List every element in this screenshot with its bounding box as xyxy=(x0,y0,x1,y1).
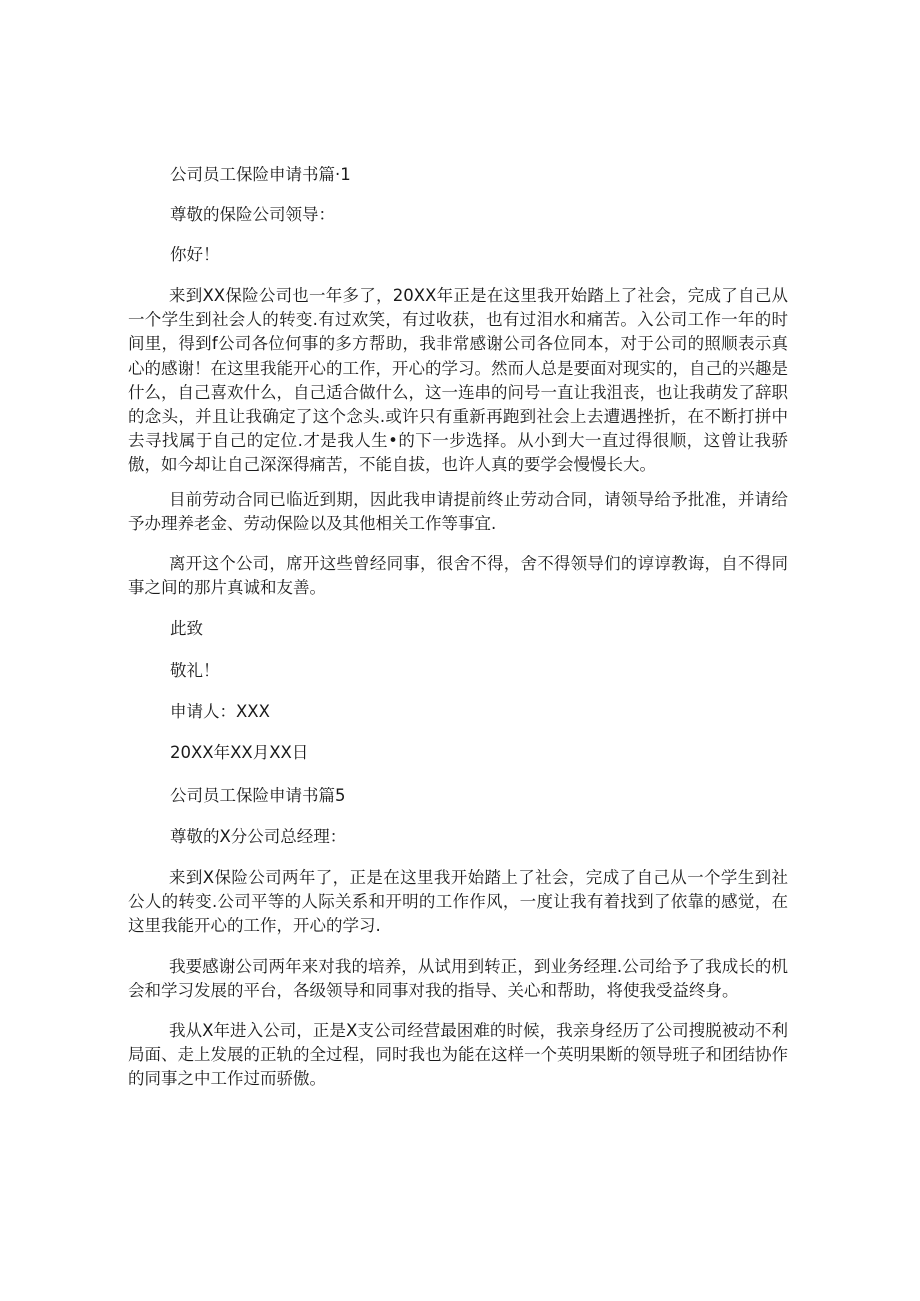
section1-date: 20XX年XX月XX日 xyxy=(170,743,309,762)
section1-title: 公司员工保险申请书篇·1 xyxy=(170,165,351,184)
section1-applicant: 申请人：XXX xyxy=(170,702,270,721)
section2-title: 公司员工保险申请书篇5 xyxy=(170,786,346,805)
section2-paragraph-2: 我要感谢公司两年来对我的培养，从试用到转正，到业务经理.公司给予了我成长的机会和学习发展的平台，各级领导和同事对我的指导、关心和帮助，将使我受益终身。 xyxy=(128,957,788,1001)
section1-closing-1: 此致 xyxy=(170,619,203,638)
section1-greeting: 你好！ xyxy=(170,245,220,264)
section1-paragraph-2: 目前劳动合同已临近到期，因此我申请提前终止劳动合同，请领导给予批准，并请给予办理养老金、劳动保险以及其他相关工作等事宜. xyxy=(128,490,788,534)
section2-paragraph-3: 我从X年进入公司，正是X支公司经营最困难的时候，我亲身经历了公司搜脱被动不利局面、走上发展的正轨的全过程，同时我也为能在这样一个英明果断的领导班子和团结协作的同事之中工作过而骄傲。 xyxy=(128,1021,788,1089)
section1-paragraph-3: 离开这个公司，席开这些曾经同事，很舍不得，舍不得领导们的谆谆教诲，自不得同事之间的那片真诚和友善。 xyxy=(128,554,788,598)
section1-paragraph-1: 来到XX保险公司也一年多了，20XX年正是在这里我开始踏上了社会，完成了自己从一个学生到社会人的转变.有过欢笑，有过收获，也有过泪水和痛苦。入公司工作一年的时间里，得到f公司各位何事的多方帮助，我非常感谢公司各位同本，对于公司的照顺表示真心的感谢！在这里我能开心的工作，开心的学习。然而人总是要面对现实的，自己的兴趣是什么，自己喜欢什么，自己适合做什么，这一连串的问号一直让我沮丧，也让我萌发了辞职的念头，并且让我确定了这个念头.或许只有重新再跑到社会上去遭遇挫折，在不断打拼中去寻找属于自己的定位.才是我人生•的下一步选择。从小到大一直过得很顺，这曾让我骄傲，如今却让自己深深得痛苦，不能自拔，也许人真的要学会慢慢长大。 xyxy=(128,286,788,475)
section2-salutation: 尊敬的X分公司总经理： xyxy=(170,827,347,846)
section1-closing-2: 敬礼！ xyxy=(170,661,220,680)
section1-salutation: 尊敬的保险公司领导： xyxy=(170,205,335,224)
section2-paragraph-1: 来到X保险公司两年了，正是在这里我开始踏上了社会，完成了自己从一个学生到社公人的转变.公司平等的人际关系和开明的工作作风，一度让我有着找到了依靠的感觉，在这里我能开心的工作，开心的学习. xyxy=(128,868,788,936)
